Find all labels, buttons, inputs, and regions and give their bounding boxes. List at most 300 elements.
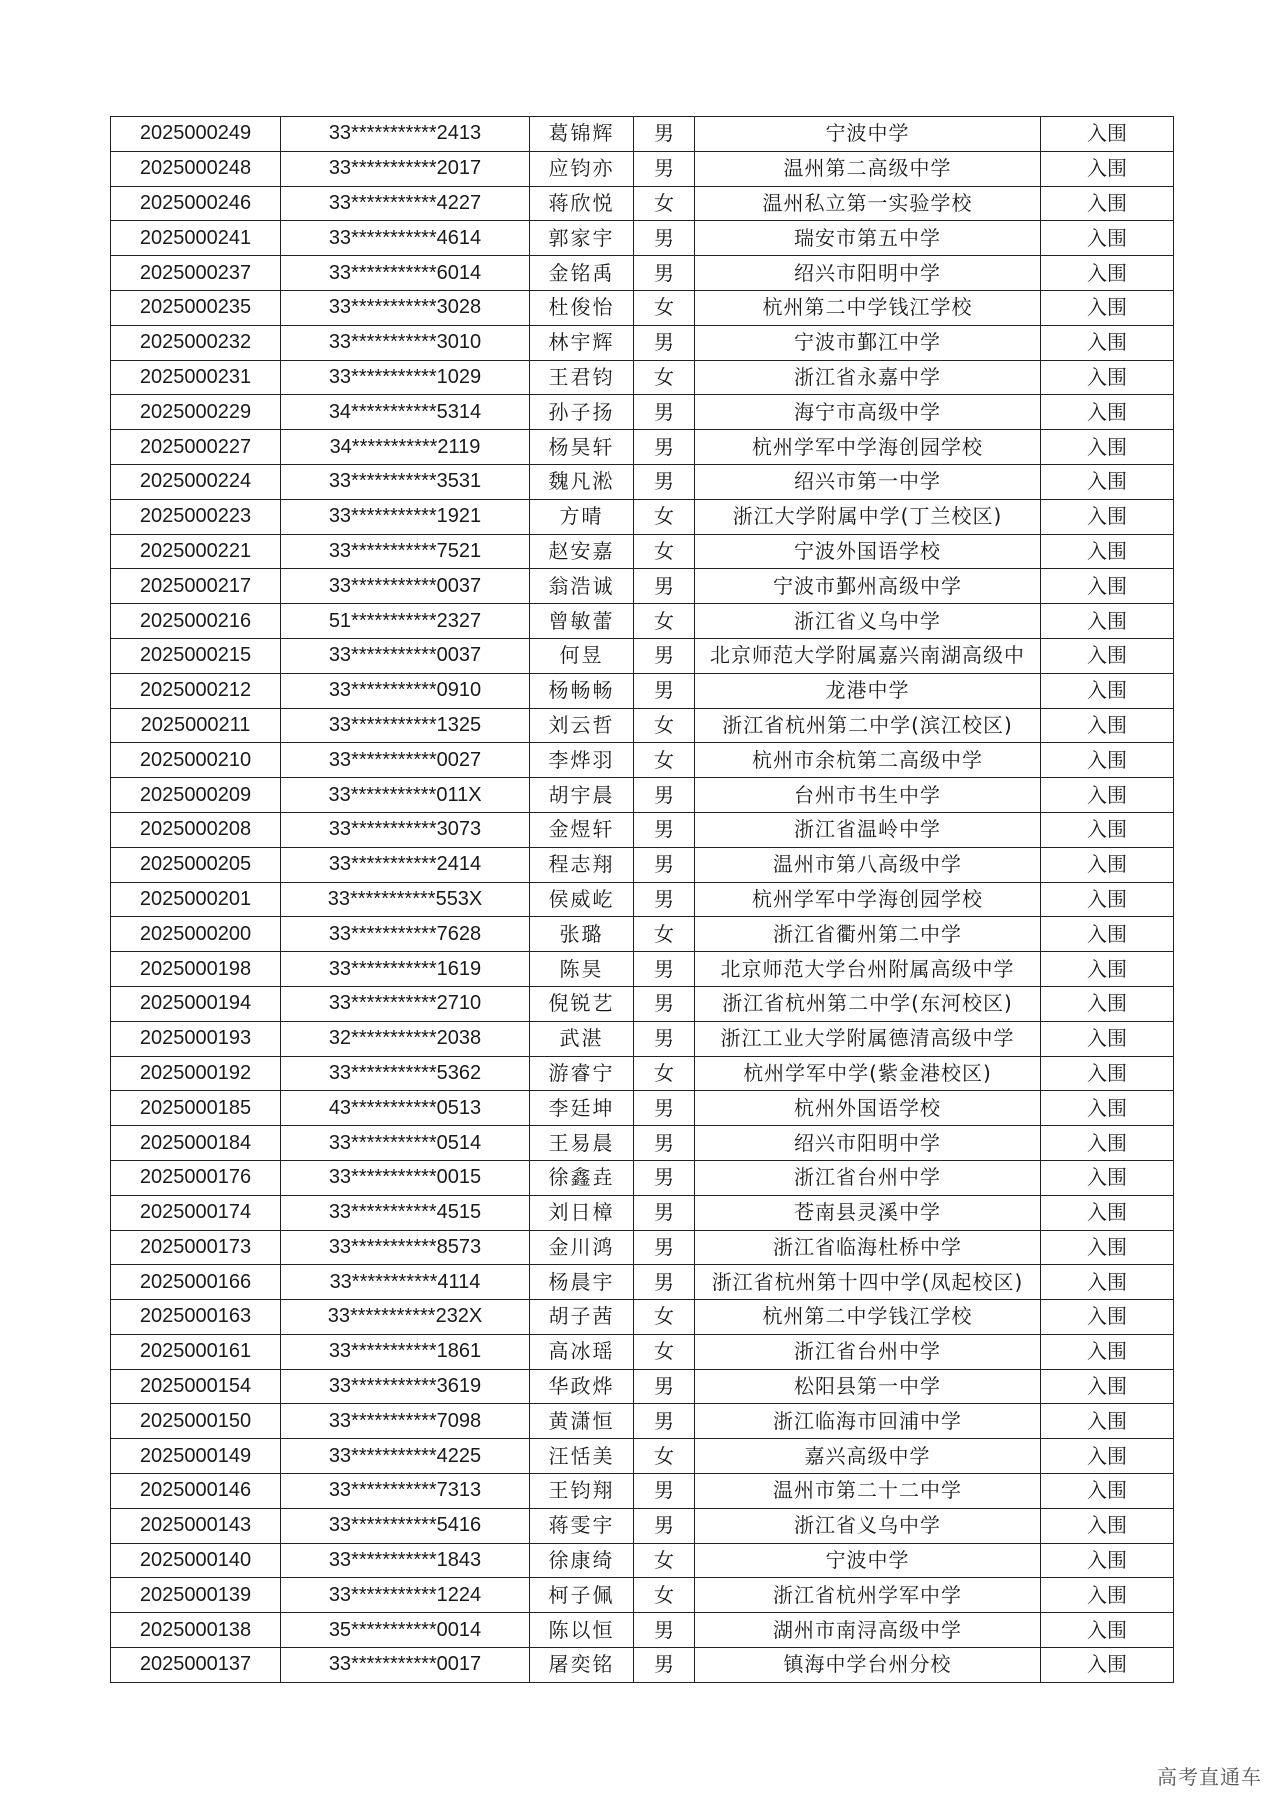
id-number-cell: 33***********1843	[281, 1543, 530, 1578]
status-cell: 入围	[1041, 1369, 1174, 1404]
table-row	[111, 1160, 1174, 1195]
student-name-cell: 葛锦辉	[530, 117, 634, 152]
status-cell: 入围	[1041, 638, 1174, 673]
status-cell: 入围	[1041, 1334, 1174, 1369]
id-number-cell: 33***********1619	[281, 952, 530, 987]
gender-cell: 女	[634, 604, 695, 639]
watermark: 高考直通车	[1157, 1765, 1262, 1789]
id-number-cell: 33***********2710	[281, 986, 530, 1021]
school-cell: 松阳县第一中学	[695, 1369, 1041, 1404]
school-cell: 北京师范大学附属嘉兴南湖高级中	[695, 638, 1041, 673]
student-name-cell: 李廷坤	[530, 1091, 634, 1126]
student-name-cell: 杨昊轩	[530, 430, 634, 465]
school-cell: 浙江省永嘉中学	[695, 360, 1041, 395]
id-number-cell: 33***********0027	[281, 743, 530, 778]
id-number-cell: 34***********5314	[281, 395, 530, 430]
registration-number-cell: 2025000231	[111, 360, 281, 395]
student-name-cell: 刘日樟	[530, 1195, 634, 1230]
school-cell: 杭州第二中学钱江学校	[695, 1300, 1041, 1335]
id-number-cell: 33***********3073	[281, 812, 530, 847]
status-cell: 入围	[1041, 360, 1174, 395]
status-cell: 入围	[1041, 1195, 1174, 1230]
student-name-cell: 王君钧	[530, 360, 634, 395]
table-row	[111, 1474, 1174, 1509]
gender-cell: 女	[634, 1543, 695, 1578]
gender-cell: 男	[634, 986, 695, 1021]
school-cell: 浙江省杭州第二中学(滨江校区)	[695, 708, 1041, 743]
id-number-cell: 33***********0037	[281, 638, 530, 673]
school-cell: 浙江省杭州学军中学	[695, 1578, 1041, 1613]
gender-cell: 男	[634, 117, 695, 152]
status-cell: 入围	[1041, 117, 1174, 152]
status-cell: 入围	[1041, 1091, 1174, 1126]
school-cell: 杭州第二中学钱江学校	[695, 290, 1041, 325]
student-name-cell: 魏凡淞	[530, 464, 634, 499]
gender-cell: 男	[634, 256, 695, 291]
student-name-cell: 胡子茜	[530, 1300, 634, 1335]
registration-number-cell: 2025000241	[111, 221, 281, 256]
student-name-cell: 金川鸿	[530, 1230, 634, 1265]
school-cell: 温州市第二十二中学	[695, 1474, 1041, 1509]
id-number-cell: 33***********1224	[281, 1578, 530, 1613]
id-number-cell: 33***********3028	[281, 290, 530, 325]
student-name-cell: 孙子扬	[530, 395, 634, 430]
roster-table	[110, 116, 1174, 1683]
status-cell: 入围	[1041, 151, 1174, 186]
school-cell: 浙江大学附属中学(丁兰校区)	[695, 499, 1041, 534]
gender-cell: 男	[634, 569, 695, 604]
gender-cell: 女	[634, 499, 695, 534]
id-number-cell: 33***********7313	[281, 1474, 530, 1509]
status-cell: 入围	[1041, 743, 1174, 778]
gender-cell: 男	[634, 1613, 695, 1648]
id-number-cell: 33***********0015	[281, 1160, 530, 1195]
registration-number-cell: 2025000150	[111, 1404, 281, 1439]
id-number-cell: 33***********5362	[281, 1056, 530, 1091]
status-cell: 入围	[1041, 186, 1174, 221]
registration-number-cell: 2025000223	[111, 499, 281, 534]
school-cell: 镇海中学台州分校	[695, 1648, 1041, 1683]
status-cell: 入围	[1041, 325, 1174, 360]
table-row	[111, 1091, 1174, 1126]
school-cell: 湖州市南浔高级中学	[695, 1613, 1041, 1648]
status-cell: 入围	[1041, 221, 1174, 256]
id-number-cell: 33***********011X	[281, 778, 530, 813]
table-row	[111, 1334, 1174, 1369]
status-cell: 入围	[1041, 673, 1174, 708]
gender-cell: 男	[634, 882, 695, 917]
gender-cell: 女	[634, 917, 695, 952]
table-row	[111, 778, 1174, 813]
student-name-cell: 张璐	[530, 917, 634, 952]
student-name-cell: 武湛	[530, 1021, 634, 1056]
status-cell: 入围	[1041, 952, 1174, 987]
gender-cell: 男	[634, 1091, 695, 1126]
gender-cell: 男	[634, 952, 695, 987]
gender-cell: 男	[634, 1369, 695, 1404]
registration-number-cell: 2025000166	[111, 1265, 281, 1300]
school-cell: 浙江工业大学附属德清高级中学	[695, 1021, 1041, 1056]
registration-number-cell: 2025000149	[111, 1439, 281, 1474]
table-row	[111, 290, 1174, 325]
status-cell: 入围	[1041, 256, 1174, 291]
school-cell: 宁波外国语学校	[695, 534, 1041, 569]
id-number-cell: 33***********4515	[281, 1195, 530, 1230]
id-number-cell: 33***********4114	[281, 1265, 530, 1300]
status-cell: 入围	[1041, 1056, 1174, 1091]
table-row	[111, 256, 1174, 291]
student-name-cell: 郭家宇	[530, 221, 634, 256]
registration-number-cell: 2025000192	[111, 1056, 281, 1091]
student-name-cell: 赵安嘉	[530, 534, 634, 569]
gender-cell: 男	[634, 847, 695, 882]
table-row	[111, 534, 1174, 569]
table-row	[111, 812, 1174, 847]
table-row	[111, 952, 1174, 987]
table-row	[111, 1578, 1174, 1613]
registration-number-cell: 2025000200	[111, 917, 281, 952]
student-name-cell: 方晴	[530, 499, 634, 534]
school-cell: 温州私立第一实验学校	[695, 186, 1041, 221]
registration-number-cell: 2025000209	[111, 778, 281, 813]
id-number-cell: 51***********2327	[281, 604, 530, 639]
school-cell: 宁波中学	[695, 117, 1041, 152]
school-cell: 杭州市余杭第二高级中学	[695, 743, 1041, 778]
student-name-cell: 柯子佩	[530, 1578, 634, 1613]
id-number-cell: 33***********6014	[281, 256, 530, 291]
id-number-cell: 33***********4225	[281, 1439, 530, 1474]
school-cell: 浙江省杭州第十四中学(凤起校区)	[695, 1265, 1041, 1300]
school-cell: 温州市第八高级中学	[695, 847, 1041, 882]
id-number-cell: 33***********7098	[281, 1404, 530, 1439]
school-cell: 浙江省衢州第二中学	[695, 917, 1041, 952]
gender-cell: 男	[634, 464, 695, 499]
status-cell: 入围	[1041, 778, 1174, 813]
gender-cell: 男	[634, 430, 695, 465]
student-name-cell: 黄潇恒	[530, 1404, 634, 1439]
table-row	[111, 1265, 1174, 1300]
id-number-cell: 33***********2414	[281, 847, 530, 882]
student-name-cell: 翁浩诚	[530, 569, 634, 604]
student-name-cell: 程志翔	[530, 847, 634, 882]
gender-cell: 男	[634, 673, 695, 708]
school-cell: 苍南县灵溪中学	[695, 1195, 1041, 1230]
gender-cell: 女	[634, 1334, 695, 1369]
status-cell: 入围	[1041, 1613, 1174, 1648]
school-cell: 海宁市高级中学	[695, 395, 1041, 430]
table-row	[111, 117, 1174, 152]
status-cell: 入围	[1041, 534, 1174, 569]
table-row	[111, 1300, 1174, 1335]
student-name-cell: 金煜轩	[530, 812, 634, 847]
gender-cell: 男	[634, 1648, 695, 1683]
student-name-cell: 应钧亦	[530, 151, 634, 186]
school-cell: 北京师范大学台州附属高级中学	[695, 952, 1041, 987]
id-number-cell: 33***********2017	[281, 151, 530, 186]
registration-number-cell: 2025000246	[111, 186, 281, 221]
registration-number-cell: 2025000143	[111, 1508, 281, 1543]
table-row	[111, 1021, 1174, 1056]
student-name-cell: 林宇辉	[530, 325, 634, 360]
table-row	[111, 464, 1174, 499]
table-row	[111, 986, 1174, 1021]
student-name-cell: 蒋欣悦	[530, 186, 634, 221]
registration-number-cell: 2025000211	[111, 708, 281, 743]
school-cell: 杭州学军中学海创园学校	[695, 430, 1041, 465]
table-row	[111, 1439, 1174, 1474]
table-row	[111, 151, 1174, 186]
gender-cell: 男	[634, 1230, 695, 1265]
student-name-cell: 陈昊	[530, 952, 634, 987]
registration-number-cell: 2025000140	[111, 1543, 281, 1578]
school-cell: 绍兴市阳明中学	[695, 256, 1041, 291]
table-row	[111, 186, 1174, 221]
status-cell: 入围	[1041, 1474, 1174, 1509]
school-cell: 绍兴市阳明中学	[695, 1126, 1041, 1161]
status-cell: 入围	[1041, 1021, 1174, 1056]
status-cell: 入围	[1041, 1126, 1174, 1161]
registration-number-cell: 2025000161	[111, 1334, 281, 1369]
roster-body	[111, 117, 1174, 1683]
gender-cell: 男	[634, 1265, 695, 1300]
id-number-cell: 33***********0910	[281, 673, 530, 708]
gender-cell: 男	[634, 221, 695, 256]
registration-number-cell: 2025000235	[111, 290, 281, 325]
id-number-cell: 33***********1921	[281, 499, 530, 534]
status-cell: 入围	[1041, 499, 1174, 534]
school-cell: 浙江省台州中学	[695, 1334, 1041, 1369]
table-row	[111, 395, 1174, 430]
id-number-cell: 32***********2038	[281, 1021, 530, 1056]
school-cell: 浙江省杭州第二中学(东河校区)	[695, 986, 1041, 1021]
school-cell: 杭州外国语学校	[695, 1091, 1041, 1126]
gender-cell: 男	[634, 638, 695, 673]
school-cell: 宁波中学	[695, 1543, 1041, 1578]
student-name-cell: 杨晨宇	[530, 1265, 634, 1300]
table-row	[111, 1126, 1174, 1161]
student-name-cell: 李烨羽	[530, 743, 634, 778]
school-cell: 浙江省义乌中学	[695, 1508, 1041, 1543]
school-cell: 嘉兴高级中学	[695, 1439, 1041, 1474]
registration-number-cell: 2025000212	[111, 673, 281, 708]
id-number-cell: 33***********3010	[281, 325, 530, 360]
table-row	[111, 1195, 1174, 1230]
registration-number-cell: 2025000224	[111, 464, 281, 499]
id-number-cell: 33***********4614	[281, 221, 530, 256]
status-cell: 入围	[1041, 812, 1174, 847]
table-row	[111, 1369, 1174, 1404]
id-number-cell: 33***********0514	[281, 1126, 530, 1161]
registration-number-cell: 2025000139	[111, 1578, 281, 1613]
table-row	[111, 743, 1174, 778]
school-cell: 浙江省临海杜桥中学	[695, 1230, 1041, 1265]
gender-cell: 女	[634, 1578, 695, 1613]
status-cell: 入围	[1041, 986, 1174, 1021]
id-number-cell: 33***********3619	[281, 1369, 530, 1404]
gender-cell: 男	[634, 1508, 695, 1543]
table-row	[111, 673, 1174, 708]
id-number-cell: 33***********0017	[281, 1648, 530, 1683]
school-cell: 浙江省义乌中学	[695, 604, 1041, 639]
table-row	[111, 708, 1174, 743]
gender-cell: 女	[634, 1439, 695, 1474]
registration-number-cell: 2025000138	[111, 1613, 281, 1648]
gender-cell: 男	[634, 1404, 695, 1439]
status-cell: 入围	[1041, 604, 1174, 639]
registration-number-cell: 2025000185	[111, 1091, 281, 1126]
student-name-cell: 华政烨	[530, 1369, 634, 1404]
table-row	[111, 1648, 1174, 1683]
student-name-cell: 倪锐艺	[530, 986, 634, 1021]
registration-number-cell: 2025000208	[111, 812, 281, 847]
student-name-cell: 游睿宁	[530, 1056, 634, 1091]
registration-number-cell: 2025000232	[111, 325, 281, 360]
status-cell: 入围	[1041, 1648, 1174, 1683]
status-cell: 入围	[1041, 1404, 1174, 1439]
gender-cell: 男	[634, 1474, 695, 1509]
registration-number-cell: 2025000154	[111, 1369, 281, 1404]
student-name-cell: 胡宇晨	[530, 778, 634, 813]
gender-cell: 女	[634, 1056, 695, 1091]
registration-number-cell: 2025000173	[111, 1230, 281, 1265]
table-row	[111, 1056, 1174, 1091]
student-name-cell: 王钧翔	[530, 1474, 634, 1509]
table-row	[111, 1613, 1174, 1648]
registration-number-cell: 2025000229	[111, 395, 281, 430]
student-name-cell: 杜俊怡	[530, 290, 634, 325]
id-number-cell: 33***********1325	[281, 708, 530, 743]
status-cell: 入围	[1041, 1543, 1174, 1578]
student-name-cell: 蒋雯宇	[530, 1508, 634, 1543]
student-name-cell: 刘云哲	[530, 708, 634, 743]
gender-cell: 女	[634, 743, 695, 778]
student-name-cell: 徐康绮	[530, 1543, 634, 1578]
registration-number-cell: 2025000198	[111, 952, 281, 987]
student-name-cell: 陈以恒	[530, 1613, 634, 1648]
id-number-cell: 34***********2119	[281, 430, 530, 465]
school-cell: 瑞安市第五中学	[695, 221, 1041, 256]
school-cell: 宁波市鄞江中学	[695, 325, 1041, 360]
student-name-cell: 曾敏蕾	[530, 604, 634, 639]
school-cell: 龙港中学	[695, 673, 1041, 708]
registration-number-cell: 2025000237	[111, 256, 281, 291]
registration-number-cell: 2025000163	[111, 1300, 281, 1335]
id-number-cell: 33***********0037	[281, 569, 530, 604]
status-cell: 入围	[1041, 1265, 1174, 1300]
registration-number-cell: 2025000216	[111, 604, 281, 639]
gender-cell: 女	[634, 360, 695, 395]
registration-number-cell: 2025000176	[111, 1160, 281, 1195]
school-cell: 杭州学军中学海创园学校	[695, 882, 1041, 917]
registration-number-cell: 2025000221	[111, 534, 281, 569]
id-number-cell: 33***********1029	[281, 360, 530, 395]
table-row	[111, 882, 1174, 917]
gender-cell: 女	[634, 708, 695, 743]
school-cell: 宁波市鄞州高级中学	[695, 569, 1041, 604]
table-row	[111, 638, 1174, 673]
id-number-cell: 33***********7521	[281, 534, 530, 569]
id-number-cell: 33***********5416	[281, 1508, 530, 1543]
student-name-cell: 高冰瑶	[530, 1334, 634, 1369]
status-cell: 入围	[1041, 1300, 1174, 1335]
status-cell: 入围	[1041, 708, 1174, 743]
registration-number-cell: 2025000137	[111, 1648, 281, 1683]
school-cell: 绍兴市第一中学	[695, 464, 1041, 499]
id-number-cell: 33***********8573	[281, 1230, 530, 1265]
registration-number-cell: 2025000174	[111, 1195, 281, 1230]
table-row	[111, 1230, 1174, 1265]
student-name-cell: 侯威屹	[530, 882, 634, 917]
gender-cell: 男	[634, 395, 695, 430]
student-name-cell: 杨畅畅	[530, 673, 634, 708]
gender-cell: 女	[634, 290, 695, 325]
status-cell: 入围	[1041, 1160, 1174, 1195]
registration-number-cell: 2025000215	[111, 638, 281, 673]
table-row	[111, 499, 1174, 534]
status-cell: 入围	[1041, 430, 1174, 465]
status-cell: 入围	[1041, 395, 1174, 430]
id-number-cell: 43***********0513	[281, 1091, 530, 1126]
table-row	[111, 325, 1174, 360]
id-number-cell: 33***********4227	[281, 186, 530, 221]
status-cell: 入围	[1041, 1230, 1174, 1265]
gender-cell: 男	[634, 1195, 695, 1230]
status-cell: 入围	[1041, 1439, 1174, 1474]
student-name-cell: 汪恬美	[530, 1439, 634, 1474]
student-name-cell: 徐鑫垚	[530, 1160, 634, 1195]
gender-cell: 女	[634, 1300, 695, 1335]
registration-number-cell: 2025000210	[111, 743, 281, 778]
student-name-cell: 王易晨	[530, 1126, 634, 1161]
id-number-cell: 35***********0014	[281, 1613, 530, 1648]
table-row	[111, 1543, 1174, 1578]
gender-cell: 男	[634, 812, 695, 847]
school-cell: 浙江省温岭中学	[695, 812, 1041, 847]
table-row	[111, 604, 1174, 639]
registration-number-cell: 2025000227	[111, 430, 281, 465]
status-cell: 入围	[1041, 1578, 1174, 1613]
table-row	[111, 221, 1174, 256]
gender-cell: 男	[634, 1021, 695, 1056]
school-cell: 台州市书生中学	[695, 778, 1041, 813]
school-cell: 杭州学军中学(紫金港校区)	[695, 1056, 1041, 1091]
gender-cell: 男	[634, 325, 695, 360]
status-cell: 入围	[1041, 464, 1174, 499]
id-number-cell: 33***********7628	[281, 917, 530, 952]
status-cell: 入围	[1041, 847, 1174, 882]
table-row	[111, 1508, 1174, 1543]
status-cell: 入围	[1041, 882, 1174, 917]
table-row	[111, 847, 1174, 882]
table-row	[111, 360, 1174, 395]
registration-number-cell: 2025000193	[111, 1021, 281, 1056]
table-row	[111, 1404, 1174, 1439]
id-number-cell: 33***********232X	[281, 1300, 530, 1335]
gender-cell: 男	[634, 1126, 695, 1161]
table-row	[111, 430, 1174, 465]
registration-number-cell: 2025000194	[111, 986, 281, 1021]
gender-cell: 女	[634, 534, 695, 569]
status-cell: 入围	[1041, 569, 1174, 604]
status-cell: 入围	[1041, 1508, 1174, 1543]
table-row	[111, 569, 1174, 604]
school-cell: 浙江临海市回浦中学	[695, 1404, 1041, 1439]
school-cell: 浙江省台州中学	[695, 1160, 1041, 1195]
student-name-cell: 金铭禹	[530, 256, 634, 291]
student-name-cell: 何昱	[530, 638, 634, 673]
registration-number-cell: 2025000248	[111, 151, 281, 186]
registration-number-cell: 2025000201	[111, 882, 281, 917]
